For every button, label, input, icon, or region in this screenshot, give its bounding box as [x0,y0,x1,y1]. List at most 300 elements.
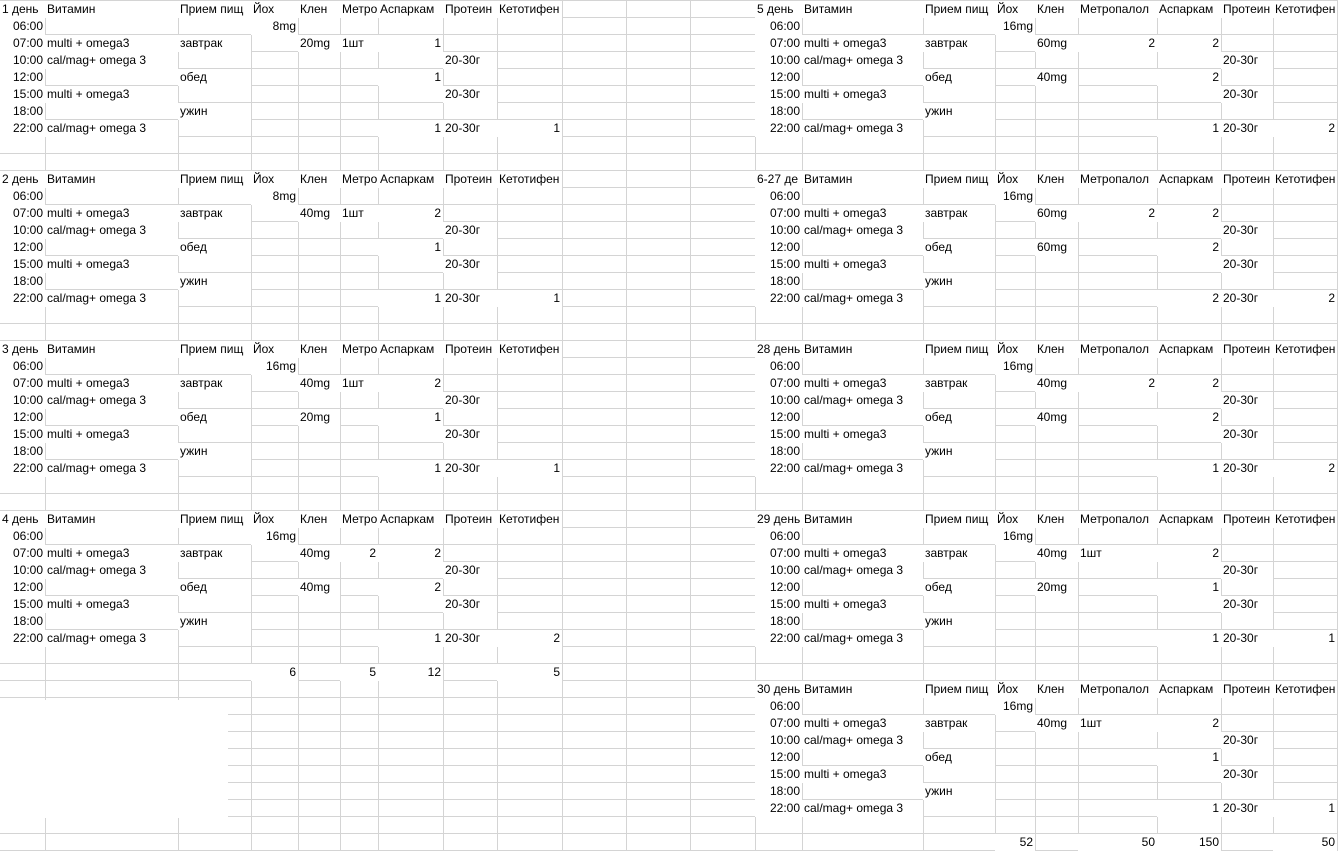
asparkam-cell[interactable]: 2 [1157,715,1221,732]
time-cell[interactable]: 10:00 [0,392,45,409]
time-cell[interactable]: 10:00 [0,562,45,579]
time-cell[interactable]: 07:00 [755,205,802,222]
time-cell[interactable]: 15:00 [0,86,45,103]
vitamin-cell[interactable]: multi + omega3 [45,86,178,103]
meal-cell[interactable]: завтрак [178,375,251,392]
asparkam-cell[interactable]: 1 [378,460,443,477]
ketotifen-cell[interactable]: 2 [497,630,562,647]
iox-cell[interactable]: 16mg [995,18,1035,35]
klen-cell[interactable]: 60mg [1035,35,1078,52]
klen-cell[interactable]: 20mg [1035,579,1078,596]
header-cell-vitamin[interactable]: Витамин [45,171,178,188]
header-cell-iox[interactable]: Йох [995,341,1035,358]
protein-cell[interactable]: 20-30г [443,120,497,137]
header-cell-ketotifen[interactable]: Кетотифен [1275,512,1336,526]
metro-cell[interactable]: 1шт [340,35,378,52]
ketotifen-cell[interactable]: 1 [1273,800,1337,817]
header-cell-vitamin[interactable]: Витамин [802,171,923,188]
vitamin-cell[interactable]: cal/mag+ omega 3 [45,222,178,239]
asparkam-cell[interactable]: 2 [1157,375,1221,392]
header-cell-iox[interactable]: Йох [995,681,1035,698]
protein-cell[interactable]: 20-30г [1221,290,1273,307]
header-cell-iox[interactable]: Йох [251,341,298,358]
meal-cell[interactable]: завтрак [923,205,995,222]
time-cell[interactable]: 22:00 [755,460,802,477]
time-cell[interactable]: 15:00 [755,596,802,613]
protein-cell[interactable]: 20-30г [1221,732,1273,749]
day-label-cell[interactable]: 30 день [757,682,801,696]
protein-cell[interactable]: 20-30г [443,256,497,273]
vitamin-cell[interactable]: multi + omega3 [802,205,923,222]
time-cell[interactable]: 12:00 [755,69,802,86]
time-cell[interactable]: 18:00 [0,443,45,460]
protein-cell[interactable]: 20-30г [443,596,497,613]
vitamin-cell[interactable]: multi + omega3 [802,256,923,273]
header-cell-asparkam[interactable]: Аспаркам [378,341,443,358]
header-cell-asparkam[interactable]: Аспаркам [378,1,443,18]
meal-cell[interactable]: завтрак [178,205,251,222]
time-cell[interactable]: 15:00 [0,596,45,613]
header-cell-meal[interactable]: Прием пищ [923,171,995,188]
vitamin-cell[interactable]: cal/mag+ omega 3 [45,52,178,69]
iox-cell[interactable]: 16mg [995,188,1035,205]
time-cell[interactable]: 12:00 [0,69,45,86]
time-cell[interactable]: 22:00 [0,460,45,477]
header-cell-asparkam[interactable]: Аспаркам [378,511,443,528]
metro-cell[interactable]: 2 [1078,35,1157,52]
time-cell[interactable]: 22:00 [0,120,45,137]
header-cell-ketotifen[interactable]: Кетотифен [497,511,562,528]
meal-cell[interactable]: завтрак [923,715,995,732]
time-cell[interactable]: 10:00 [0,222,45,239]
iox-cell[interactable]: 16mg [251,358,298,375]
day-label-cell[interactable]: 2 день [0,171,45,188]
total-metro-cell[interactable]: 50 [1078,834,1157,851]
time-cell[interactable]: 10:00 [755,392,802,409]
meal-cell[interactable]: завтрак [178,35,251,52]
header-cell-metro[interactable]: Метропалол [1078,341,1157,358]
day-label-cell[interactable]: 6-27 де [755,171,802,188]
protein-cell[interactable]: 20-30г [1221,86,1273,103]
asparkam-cell[interactable]: 1 [378,239,443,256]
klen-cell[interactable]: 40mg [298,545,340,562]
asparkam-cell[interactable]: 1 [378,35,443,52]
metro-cell[interactable]: 2 [1078,375,1157,392]
meal-cell[interactable]: ужин [178,103,251,120]
metro-cell[interactable]: 1шт [1078,545,1157,562]
metro-cell[interactable]: 1шт [340,375,378,392]
vitamin-cell[interactable]: multi + omega3 [802,715,923,732]
header-cell-protein[interactable]: Протеин [443,171,497,188]
header-cell-klen[interactable]: Клен [298,341,340,358]
iox-cell[interactable]: 16mg [995,698,1035,715]
total-asparkam-cell[interactable]: 12 [378,664,443,681]
header-cell-meal[interactable]: Прием пищ [923,681,995,698]
iox-cell[interactable]: 16mg [995,528,1035,545]
time-cell[interactable]: 06:00 [755,358,802,375]
header-cell-metro[interactable]: Метропалол [1078,171,1157,188]
header-cell-metro[interactable]: Метропалол [1078,1,1157,18]
klen-cell[interactable]: 40mg [1035,409,1078,426]
meal-cell[interactable]: завтрак [923,375,995,392]
time-cell[interactable]: 18:00 [755,443,802,460]
time-cell[interactable]: 22:00 [0,290,45,307]
asparkam-cell[interactable]: 2 [1157,69,1221,86]
vitamin-cell[interactable]: cal/mag+ omega 3 [45,290,178,307]
vitamin-cell[interactable]: multi + omega3 [802,86,923,103]
time-cell[interactable]: 06:00 [0,188,45,205]
header-cell-meal[interactable]: Прием пищ [923,1,995,18]
time-cell[interactable]: 15:00 [755,86,802,103]
protein-cell[interactable]: 20-30г [1221,596,1273,613]
time-cell[interactable]: 06:00 [0,528,45,545]
header-cell-metro[interactable]: Метро [342,512,378,526]
time-cell[interactable]: 06:00 [0,18,45,35]
asparkam-cell[interactable]: 1 [1157,630,1221,647]
header-cell-metro[interactable]: Метропалол [1078,511,1157,528]
header-cell-vitamin[interactable]: Витамин [45,511,178,528]
header-cell-klen[interactable]: Клен [1035,1,1078,18]
time-cell[interactable]: 15:00 [755,766,802,783]
time-cell[interactable]: 07:00 [0,205,45,222]
protein-cell[interactable]: 20-30г [1221,630,1273,647]
meal-cell[interactable]: завтрак [923,545,995,562]
meal-cell[interactable]: обед [923,749,995,766]
vitamin-cell[interactable]: cal/mag+ omega 3 [802,800,923,817]
time-cell[interactable]: 22:00 [755,290,802,307]
klen-cell[interactable]: 20mg [298,35,340,52]
day-label-cell[interactable]: 28 день [757,342,801,356]
asparkam-cell[interactable]: 2 [1157,545,1221,562]
meal-cell[interactable]: ужин [923,613,995,630]
time-cell[interactable]: 10:00 [755,222,802,239]
vitamin-cell[interactable]: cal/mag+ omega 3 [45,392,178,409]
time-cell[interactable]: 15:00 [0,256,45,273]
header-cell-protein[interactable]: Протеин [443,1,497,18]
metro-cell[interactable]: 2 [340,545,378,562]
header-cell-protein[interactable]: Протеин [1221,171,1273,188]
header-cell-ketotifen[interactable]: Кетотифен [497,171,562,188]
vitamin-cell[interactable]: cal/mag+ omega 3 [45,630,178,647]
vitamin-cell[interactable]: multi + omega3 [802,596,923,613]
header-cell-ketotifen[interactable]: Кетотифен [497,341,562,358]
klen-cell[interactable]: 40mg [1035,545,1078,562]
vitamin-cell[interactable]: multi + omega3 [802,426,923,443]
header-cell-protein[interactable]: Протеин [1221,1,1273,18]
header-cell-protein[interactable]: Протеин [443,511,497,528]
meal-cell[interactable]: ужин [178,613,251,630]
meal-cell[interactable]: обед [923,239,995,256]
vitamin-cell[interactable]: cal/mag+ omega 3 [45,562,178,579]
iox-cell[interactable]: 16mg [251,528,298,545]
meal-cell[interactable]: обед [178,409,251,426]
protein-cell[interactable]: 20-30г [443,630,497,647]
vitamin-cell[interactable]: multi + omega3 [802,35,923,52]
time-cell[interactable]: 18:00 [755,613,802,630]
time-cell[interactable]: 06:00 [755,698,802,715]
total-asparkam-cell[interactable]: 150 [1157,834,1221,851]
header-cell-iox[interactable]: Йох [995,171,1035,188]
time-cell[interactable]: 18:00 [755,273,802,290]
asparkam-cell[interactable]: 2 [378,545,443,562]
header-cell-klen[interactable]: Клен [298,1,340,18]
time-cell[interactable]: 10:00 [755,732,802,749]
header-cell-asparkam[interactable]: Аспаркам [1157,511,1221,528]
asparkam-cell[interactable]: 2 [1157,205,1221,222]
asparkam-cell[interactable]: 1 [378,630,443,647]
asparkam-cell[interactable]: 2 [1157,35,1221,52]
klen-cell[interactable]: 20mg [298,409,340,426]
total-iox-cell[interactable]: 52 [995,834,1035,851]
time-cell[interactable]: 10:00 [0,52,45,69]
header-cell-meal[interactable]: Прием пищ [178,1,251,18]
time-cell[interactable]: 07:00 [0,375,45,392]
time-cell[interactable]: 22:00 [755,630,802,647]
klen-cell[interactable]: 40mg [1035,375,1078,392]
protein-cell[interactable]: 20-30г [443,460,497,477]
time-cell[interactable]: 07:00 [0,545,45,562]
time-cell[interactable]: 07:00 [755,545,802,562]
header-cell-vitamin[interactable]: Витамин [802,681,923,698]
time-cell[interactable]: 06:00 [755,528,802,545]
time-cell[interactable]: 12:00 [755,749,802,766]
header-cell-asparkam[interactable]: Аспаркам [1157,171,1221,188]
asparkam-cell[interactable]: 1 [1157,579,1221,596]
vitamin-cell[interactable]: multi + omega3 [802,375,923,392]
header-cell-protein[interactable]: Протеин [443,341,497,358]
header-cell-vitamin[interactable]: Витамин [45,1,178,18]
klen-cell[interactable]: 40mg [298,205,340,222]
ketotifen-cell[interactable]: 2 [1273,460,1337,477]
ketotifen-cell[interactable]: 1 [497,290,562,307]
header-cell-metro[interactable]: Метро [342,2,378,16]
meal-cell[interactable]: обед [923,409,995,426]
header-cell-asparkam[interactable]: Аспаркам [1157,681,1221,698]
time-cell[interactable]: 15:00 [755,426,802,443]
header-cell-iox[interactable]: Йох [995,1,1035,18]
vitamin-cell[interactable]: cal/mag+ omega 3 [802,732,923,749]
header-cell-klen[interactable]: Клен [298,511,340,528]
header-cell-ketotifen[interactable]: Кетотифен [1275,682,1336,696]
header-cell-ketotifen[interactable]: Кетотифен [1275,2,1336,16]
metro-cell[interactable]: 2 [1078,205,1157,222]
header-cell-meal[interactable]: Прием пищ [178,171,251,188]
header-cell-asparkam[interactable]: Аспаркам [1157,1,1221,18]
ketotifen-cell[interactable]: 1 [1273,630,1337,647]
meal-cell[interactable]: завтрак [923,35,995,52]
asparkam-cell[interactable]: 1 [378,69,443,86]
asparkam-cell[interactable]: 1 [1157,800,1221,817]
header-cell-asparkam[interactable]: Аспаркам [1157,341,1221,358]
vitamin-cell[interactable]: cal/mag+ omega 3 [802,630,923,647]
header-cell-protein[interactable]: Протеин [1221,511,1273,528]
day-label-cell[interactable]: 3 день [0,341,45,358]
time-cell[interactable]: 12:00 [755,579,802,596]
header-cell-klen[interactable]: Клен [1035,511,1078,528]
vitamin-cell[interactable]: multi + omega3 [45,205,178,222]
header-cell-meal[interactable]: Прием пищ [178,511,251,528]
header-cell-klen[interactable]: Клен [298,171,340,188]
protein-cell[interactable]: 20-30г [1221,800,1273,817]
time-cell[interactable]: 18:00 [0,273,45,290]
header-cell-ketotifen[interactable]: Кетотифен [1275,342,1336,356]
time-cell[interactable]: 07:00 [755,715,802,732]
iox-cell[interactable]: 8mg [251,188,298,205]
protein-cell[interactable]: 20-30г [443,52,497,69]
time-cell[interactable]: 15:00 [755,256,802,273]
vitamin-cell[interactable]: cal/mag+ omega 3 [802,222,923,239]
vitamin-cell[interactable]: multi + omega3 [802,766,923,783]
total-ketotifen-cell[interactable]: 50 [1273,834,1337,851]
asparkam-cell[interactable]: 2 [378,579,443,596]
protein-cell[interactable]: 20-30г [1221,392,1273,409]
meal-cell[interactable]: обед [178,579,251,596]
header-cell-protein[interactable]: Протеин [1221,341,1273,358]
vitamin-cell[interactable]: multi + omega3 [45,35,178,52]
metro-cell[interactable]: 1шт [1078,715,1157,732]
header-cell-vitamin[interactable]: Витамин [45,341,178,358]
header-cell-vitamin[interactable]: Витамин [802,1,923,18]
protein-cell[interactable]: 20-30г [443,426,497,443]
header-cell-metro[interactable]: Метропалол [1078,681,1157,698]
protein-cell[interactable]: 20-30г [1221,120,1273,137]
vitamin-cell[interactable]: multi + omega3 [45,545,178,562]
asparkam-cell[interactable]: 1 [378,409,443,426]
ketotifen-cell[interactable]: 1 [497,460,562,477]
asparkam-cell[interactable]: 1 [1157,460,1221,477]
asparkam-cell[interactable]: 2 [1157,409,1221,426]
time-cell[interactable]: 12:00 [755,409,802,426]
vitamin-cell[interactable]: multi + omega3 [45,426,178,443]
time-cell[interactable]: 22:00 [0,630,45,647]
asparkam-cell[interactable]: 2 [378,205,443,222]
total-iox-cell[interactable]: 6 [251,664,298,681]
header-cell-meal[interactable]: Прием пищ [923,341,995,358]
header-cell-klen[interactable]: Клен [1035,681,1078,698]
time-cell[interactable]: 12:00 [755,239,802,256]
time-cell[interactable]: 18:00 [0,103,45,120]
ketotifen-cell[interactable]: 1 [497,120,562,137]
meal-cell[interactable]: обед [923,69,995,86]
header-cell-iox[interactable]: Йох [251,171,298,188]
time-cell[interactable]: 22:00 [755,120,802,137]
protein-cell[interactable]: 20-30г [1221,766,1273,783]
meal-cell[interactable]: обед [178,69,251,86]
header-cell-asparkam[interactable]: Аспаркам [378,171,443,188]
iox-cell[interactable]: 16mg [995,358,1035,375]
time-cell[interactable]: 22:00 [755,800,802,817]
ketotifen-cell[interactable]: 2 [1273,120,1337,137]
header-cell-ketotifen[interactable]: Кетотифен [1275,172,1336,186]
time-cell[interactable]: 12:00 [0,409,45,426]
meal-cell[interactable]: ужин [923,443,995,460]
protein-cell[interactable]: 20-30г [443,222,497,239]
total-ketotifen-cell[interactable]: 5 [497,664,562,681]
metro-cell[interactable]: 1шт [340,205,378,222]
protein-cell[interactable]: 20-30г [443,290,497,307]
meal-cell[interactable]: ужин [923,273,995,290]
time-cell[interactable]: 07:00 [755,35,802,52]
asparkam-cell[interactable]: 1 [378,290,443,307]
day-label-cell[interactable]: 29 день [757,512,801,526]
time-cell[interactable]: 10:00 [755,52,802,69]
protein-cell[interactable]: 20-30г [1221,426,1273,443]
iox-cell[interactable]: 8mg [251,18,298,35]
klen-cell[interactable]: 60mg [1035,205,1078,222]
time-cell[interactable]: 06:00 [755,18,802,35]
ketotifen-cell[interactable]: 2 [1273,290,1337,307]
time-cell[interactable]: 07:00 [0,35,45,52]
asparkam-cell[interactable]: 1 [1157,749,1221,766]
asparkam-cell[interactable]: 2 [1157,290,1221,307]
klen-cell[interactable]: 40mg [1035,715,1078,732]
klen-cell[interactable]: 40mg [1035,69,1078,86]
time-cell[interactable]: 10:00 [755,562,802,579]
vitamin-cell[interactable]: cal/mag+ omega 3 [802,52,923,69]
time-cell[interactable]: 18:00 [0,613,45,630]
vitamin-cell[interactable]: cal/mag+ omega 3 [802,392,923,409]
vitamin-cell[interactable]: multi + omega3 [45,256,178,273]
vitamin-cell[interactable]: multi + omega3 [802,545,923,562]
meal-cell[interactable]: завтрак [178,545,251,562]
meal-cell[interactable]: ужин [923,103,995,120]
asparkam-cell[interactable]: 2 [1157,239,1221,256]
meal-cell[interactable]: обед [178,239,251,256]
protein-cell[interactable]: 20-30г [1221,222,1273,239]
protein-cell[interactable]: 20-30г [443,392,497,409]
vitamin-cell[interactable]: multi + omega3 [45,596,178,613]
time-cell[interactable]: 06:00 [0,358,45,375]
header-cell-protein[interactable]: Протеин [1221,681,1273,698]
vitamin-cell[interactable]: multi + omega3 [45,375,178,392]
day-label-cell[interactable]: 4 день [0,511,45,528]
time-cell[interactable]: 18:00 [755,103,802,120]
day-label-cell[interactable]: 5 день [755,1,802,18]
header-cell-vitamin[interactable]: Витамин [802,341,923,358]
time-cell[interactable]: 12:00 [0,579,45,596]
protein-cell[interactable]: 20-30г [1221,562,1273,579]
time-cell[interactable]: 07:00 [755,375,802,392]
klen-cell[interactable]: 40mg [298,375,340,392]
meal-cell[interactable]: ужин [178,443,251,460]
header-cell-iox[interactable]: Йох [995,511,1035,528]
vitamin-cell[interactable]: cal/mag+ omega 3 [45,120,178,137]
meal-cell[interactable]: ужин [178,273,251,290]
day-label-cell[interactable]: 1 день [0,1,45,18]
protein-cell[interactable]: 20-30г [1221,52,1273,69]
vitamin-cell[interactable]: cal/mag+ omega 3 [802,562,923,579]
klen-cell[interactable]: 60mg [1035,239,1078,256]
time-cell[interactable]: 15:00 [0,426,45,443]
header-cell-metro[interactable]: Метро [342,342,378,356]
asparkam-cell[interactable]: 1 [378,120,443,137]
asparkam-cell[interactable]: 1 [1157,120,1221,137]
header-cell-iox[interactable]: Йох [251,1,298,18]
vitamin-cell[interactable]: cal/mag+ omega 3 [802,120,923,137]
meal-cell[interactable]: обед [923,579,995,596]
meal-cell[interactable]: ужин [923,783,995,800]
asparkam-cell[interactable]: 2 [378,375,443,392]
header-cell-klen[interactable]: Клен [1035,171,1078,188]
time-cell[interactable]: 06:00 [755,188,802,205]
header-cell-vitamin[interactable]: Витамин [802,511,923,528]
header-cell-ketotifen[interactable]: Кетотифен [497,1,562,18]
protein-cell[interactable]: 20-30г [1221,460,1273,477]
header-cell-meal[interactable]: Прием пищ [178,341,251,358]
time-cell[interactable]: 18:00 [755,783,802,800]
protein-cell[interactable]: 20-30г [443,86,497,103]
vitamin-cell[interactable]: cal/mag+ omega 3 [802,460,923,477]
